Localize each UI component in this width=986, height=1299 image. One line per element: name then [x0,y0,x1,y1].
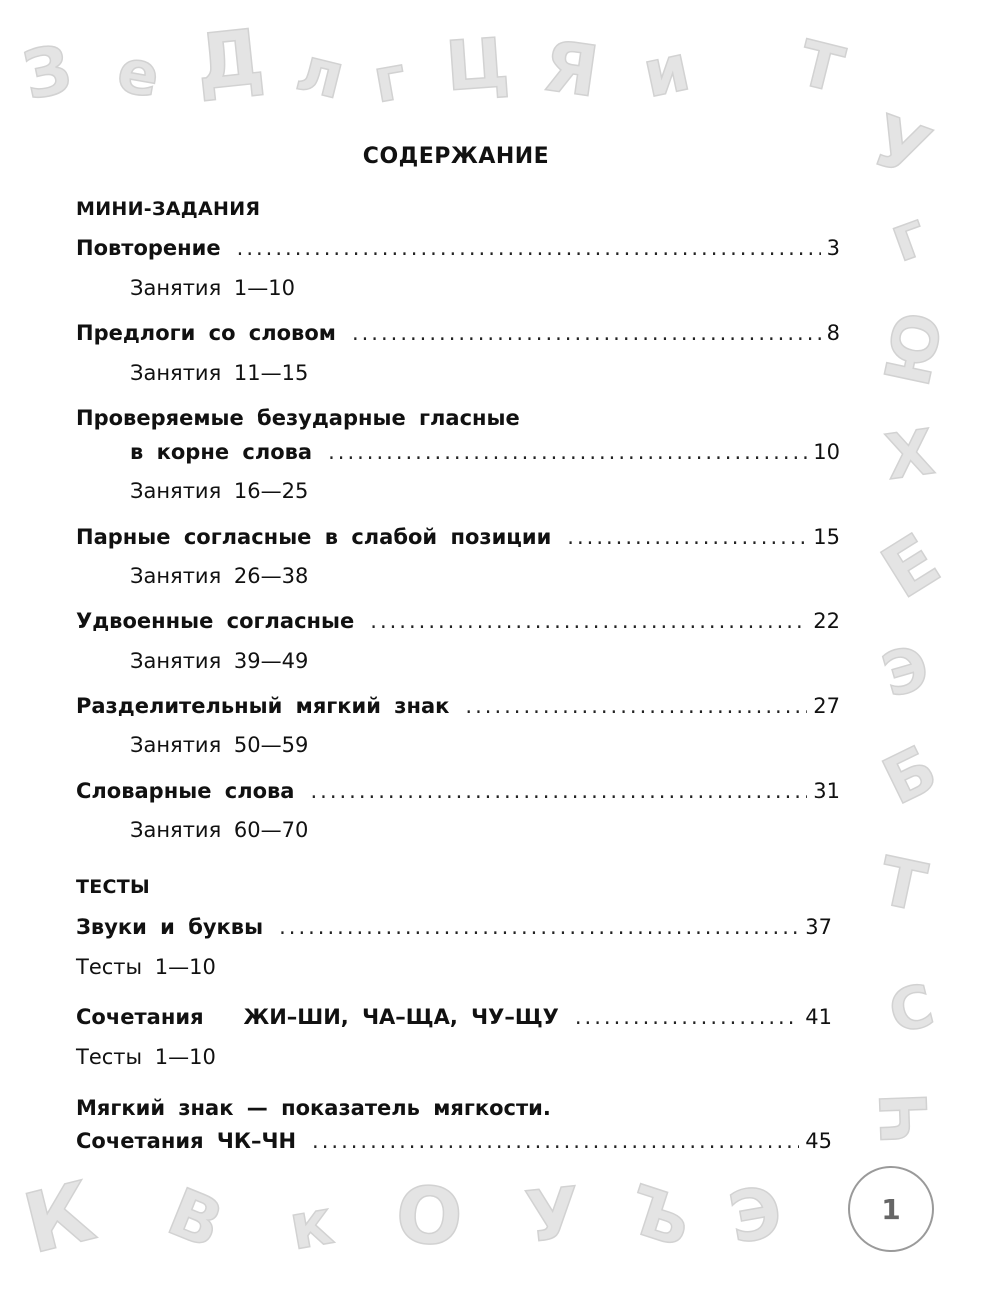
dot-leader [328,440,807,464]
toc-entry-title-line1: Мягкий знак — показатель мягкости. [76,1096,551,1120]
toc-page-number: 45 [805,1129,832,1153]
decor-letter: Т [791,25,851,108]
dot-leader [465,694,807,718]
page-number: 1 [881,1192,901,1226]
decor-letter: К [15,1164,104,1273]
toc-page-number: 8 [826,321,840,345]
dot-leader [310,779,807,803]
decor-letter: г [368,42,412,118]
dot-leader [352,321,821,345]
decor-letter: Ч [867,1090,944,1146]
decor-letter: Д [191,11,269,108]
dot-leader [370,609,807,633]
decor-letter: Э [723,1170,789,1260]
dot-leader [237,236,821,260]
toc-entry-title: Звуки и буквы [76,915,264,939]
toc-entry-dictionary-words[interactable] [76,779,840,803]
decor-letter: Т [872,842,933,927]
decor-letter: Ъ [617,1170,701,1263]
section-heading-mini-tasks: МИНИ-ЗАДАНИЯ [76,198,261,220]
decor-letter: З [16,29,79,116]
decor-letter: г [880,196,936,277]
decor-letter: Э [875,632,937,712]
toc-page-number: 41 [805,1005,832,1029]
toc-entry-title: Повторение [76,236,221,260]
toc-entry-lessons: Занятия 16—25 [130,479,309,503]
toc-entry-letter-combinations[interactable] [76,1005,832,1029]
toc-entry-title-line1: Проверяемые безударные гласные [76,406,520,430]
toc-entry-repetition[interactable] [76,236,840,260]
toc-entry-soft-sign-chk-chn[interactable] [76,1129,832,1153]
decor-letter: Ц [443,23,512,108]
toc-entry-title: в корне слова [130,440,313,464]
toc-entry-unstressed-vowels[interactable] [130,440,840,464]
toc-entry-title: Удвоенные согласные [76,609,355,633]
toc-entry-title: Сочетания ЖИ–ШИ, ЧА–ЩА, ЧУ–ЩУ [76,1005,559,1029]
page-number-badge [848,1166,934,1252]
dot-leader [279,915,799,939]
decor-letter: У [861,99,941,195]
toc-entry-lessons: Занятия 60—70 [130,818,309,842]
toc-page-number: 27 [813,694,840,718]
decor-letter: Ю [870,305,958,393]
decor-letter: Е [867,517,954,615]
toc-entry-title: Словарные слова [76,779,295,803]
page-title: СОДЕРЖАНИЕ [362,144,550,169]
dot-leader [312,1129,799,1153]
decor-letter: и [636,31,697,113]
section-heading-tests: ТЕСТЫ [76,876,151,898]
dot-leader [575,1005,799,1029]
toc-entry-lessons: Занятия 39—49 [130,649,309,673]
decor-letter: С [882,970,941,1048]
toc-entry-title: Сочетания ЧК–ЧН [76,1129,297,1153]
toc-entry-tests: Тесты 1—10 [76,955,216,979]
decor-letter: л [289,31,352,114]
toc-entry-soft-sign[interactable] [76,694,840,718]
decor-letter: Х [881,415,939,494]
toc-entry-lessons: Занятия 1—10 [130,276,295,300]
dot-leader [567,525,807,549]
toc-entry-title: Разделительный мягкий знак [76,694,450,718]
toc-entry-lessons: Занятия 11—15 [130,361,309,385]
toc-page-number: 31 [813,779,840,803]
toc-page-number: 10 [813,440,840,464]
toc-page-number: 22 [813,609,840,633]
decor-letter: к [283,1184,339,1265]
toc-entry-prepositions[interactable] [76,321,840,345]
toc-entry-tests: Тесты 1—10 [76,1045,216,1069]
decor-letter: Б [872,732,949,820]
decor-letter: В [157,1173,234,1264]
decor-letter: У [521,1171,585,1259]
toc-entry-sounds-letters[interactable] [76,915,832,939]
toc-page-number: 3 [826,236,840,260]
toc-entry-paired-consonants[interactable] [76,525,840,549]
toc-entry-double-consonants[interactable] [76,609,840,633]
toc-page-number: 37 [805,915,832,939]
decor-letter: О [392,1169,466,1265]
toc-entry-title: Предлоги со словом [76,321,336,345]
toc-page-number: 15 [813,525,840,549]
toc-entry-lessons: Занятия 50—59 [130,733,309,757]
decor-letter: Я [538,24,604,114]
toc-entry-lessons: Занятия 26—38 [130,564,309,588]
decor-letter: е [112,35,165,113]
toc-entry-title: Парные согласные в слабой позиции [76,525,552,549]
